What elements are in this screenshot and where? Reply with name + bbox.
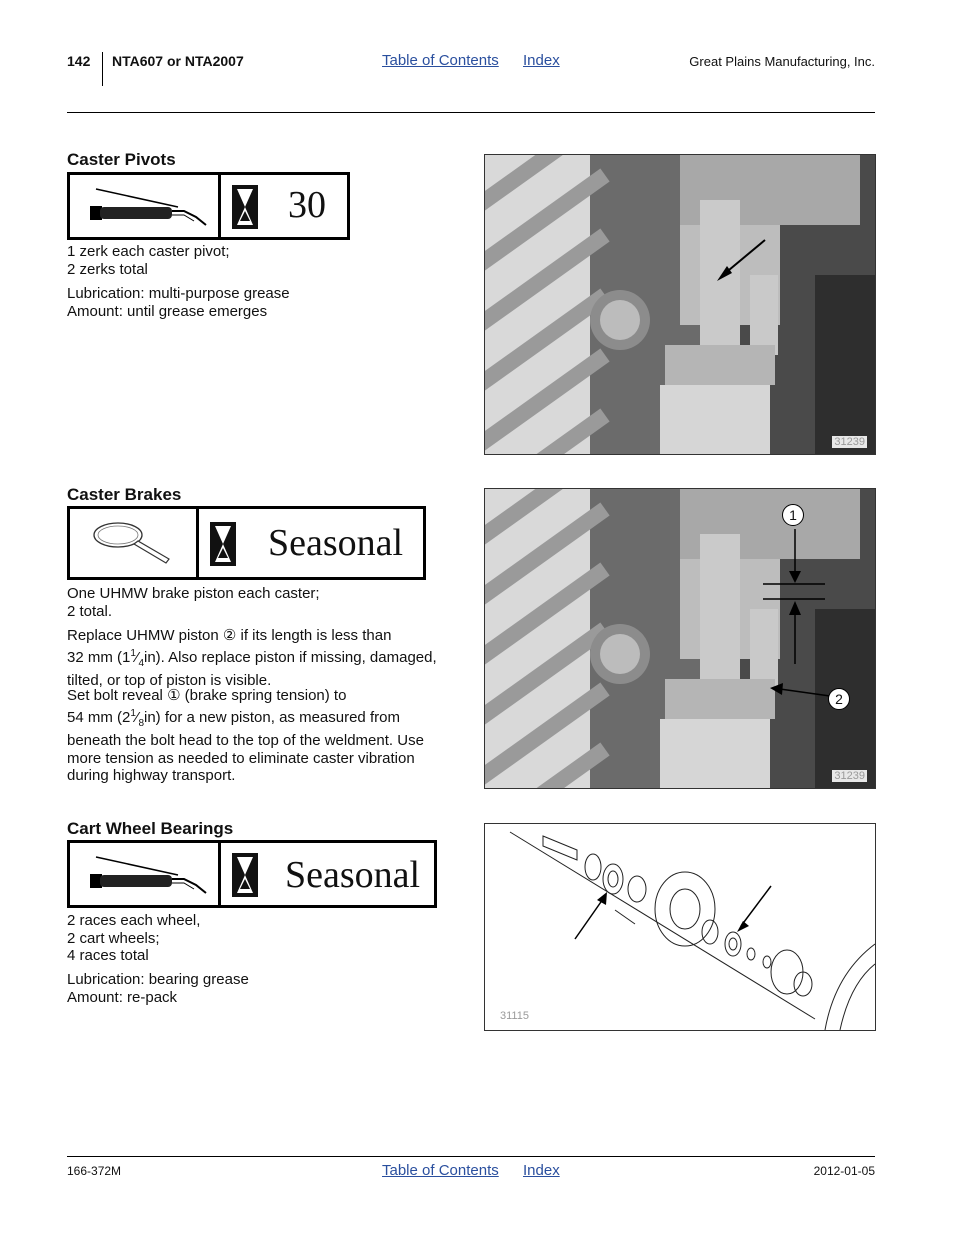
figure-number: 31115	[500, 1010, 529, 1022]
magnifier-icon	[90, 519, 174, 567]
index-link[interactable]: Index	[523, 52, 560, 69]
toc-link[interactable]: Table of Contents	[382, 52, 499, 69]
callout-1: 1	[782, 504, 804, 526]
service-box-caster-brakes	[67, 506, 426, 580]
zerk-count-text: 1 zerk each caster pivot; 2 zerks total	[67, 243, 230, 278]
exploded-hub-drawing	[485, 824, 875, 1030]
caster-photo-illustration	[485, 155, 875, 454]
header-divider	[102, 52, 103, 86]
section-title-caster-pivots: Caster Pivots	[67, 150, 176, 169]
bolt-reveal-text: Set bolt reveal ① (brake spring tension) to 54 mm $(2^1⁄_8in)$ for a new piston, as measured from beneath the bolt head to the top of the weldment. Use more tension as needed to eliminate caster vibration during highway transport.	[67, 687, 424, 784]
replace-piston-text: Replace UHMW piston ② if its length is less than 32 mm $(1^1⁄_4in)$. Also replace piston if missing, damaged, tilted, or top of piston is visible.	[67, 627, 437, 689]
piston-count-text: One UHMW brake piston each caster; 2 total.	[67, 585, 320, 620]
caster-pivot-photo	[484, 154, 876, 455]
figure-number: 31239	[834, 436, 865, 448]
caster-brake-photo	[484, 488, 876, 789]
grease-gun-icon	[84, 853, 208, 897]
section-title-cart-wheel-bearings: Cart Wheel Bearings	[67, 819, 234, 838]
service-box-cart-wheel-bearings	[67, 840, 437, 908]
footer-index-link[interactable]: Index	[523, 1162, 560, 1179]
interval-value: Seasonal	[268, 522, 404, 564]
page-number: 142	[67, 53, 91, 69]
company-name: Great Plains Manufacturing, Inc.	[689, 54, 875, 69]
model-name: NTA607 or NTA2007	[112, 53, 244, 69]
wheel-bearing-diagram	[484, 823, 876, 1031]
doc-number: 166-372M	[67, 1164, 122, 1178]
interval-value: Seasonal	[285, 854, 421, 896]
footer-toc-link[interactable]: Table of Contents	[382, 1162, 499, 1179]
race-count-text: 2 races each wheel, 2 cart wheels; 4 races total	[67, 912, 201, 964]
publish-date: 2012-01-05	[813, 1164, 875, 1178]
figure-number: 31239	[834, 770, 865, 782]
interval-value: 30	[288, 184, 326, 226]
lubrication-text: Lubrication: multi-purpose grease Amount: until grease emerges	[67, 285, 290, 320]
callout-2: 2	[828, 688, 850, 710]
service-box-caster-pivots	[67, 172, 350, 240]
hourglass-icon	[210, 522, 236, 566]
hourglass-icon	[232, 185, 258, 229]
hourglass-icon	[232, 853, 258, 897]
grease-gun-icon	[84, 185, 208, 229]
footer-rule	[67, 1156, 875, 1157]
header-rule	[67, 112, 875, 113]
lubrication-text: Lubrication: bearing grease Amount: re-pack	[67, 971, 249, 1006]
caster-photo-illustration	[485, 489, 875, 788]
section-title-caster-brakes: Caster Brakes	[67, 485, 182, 504]
